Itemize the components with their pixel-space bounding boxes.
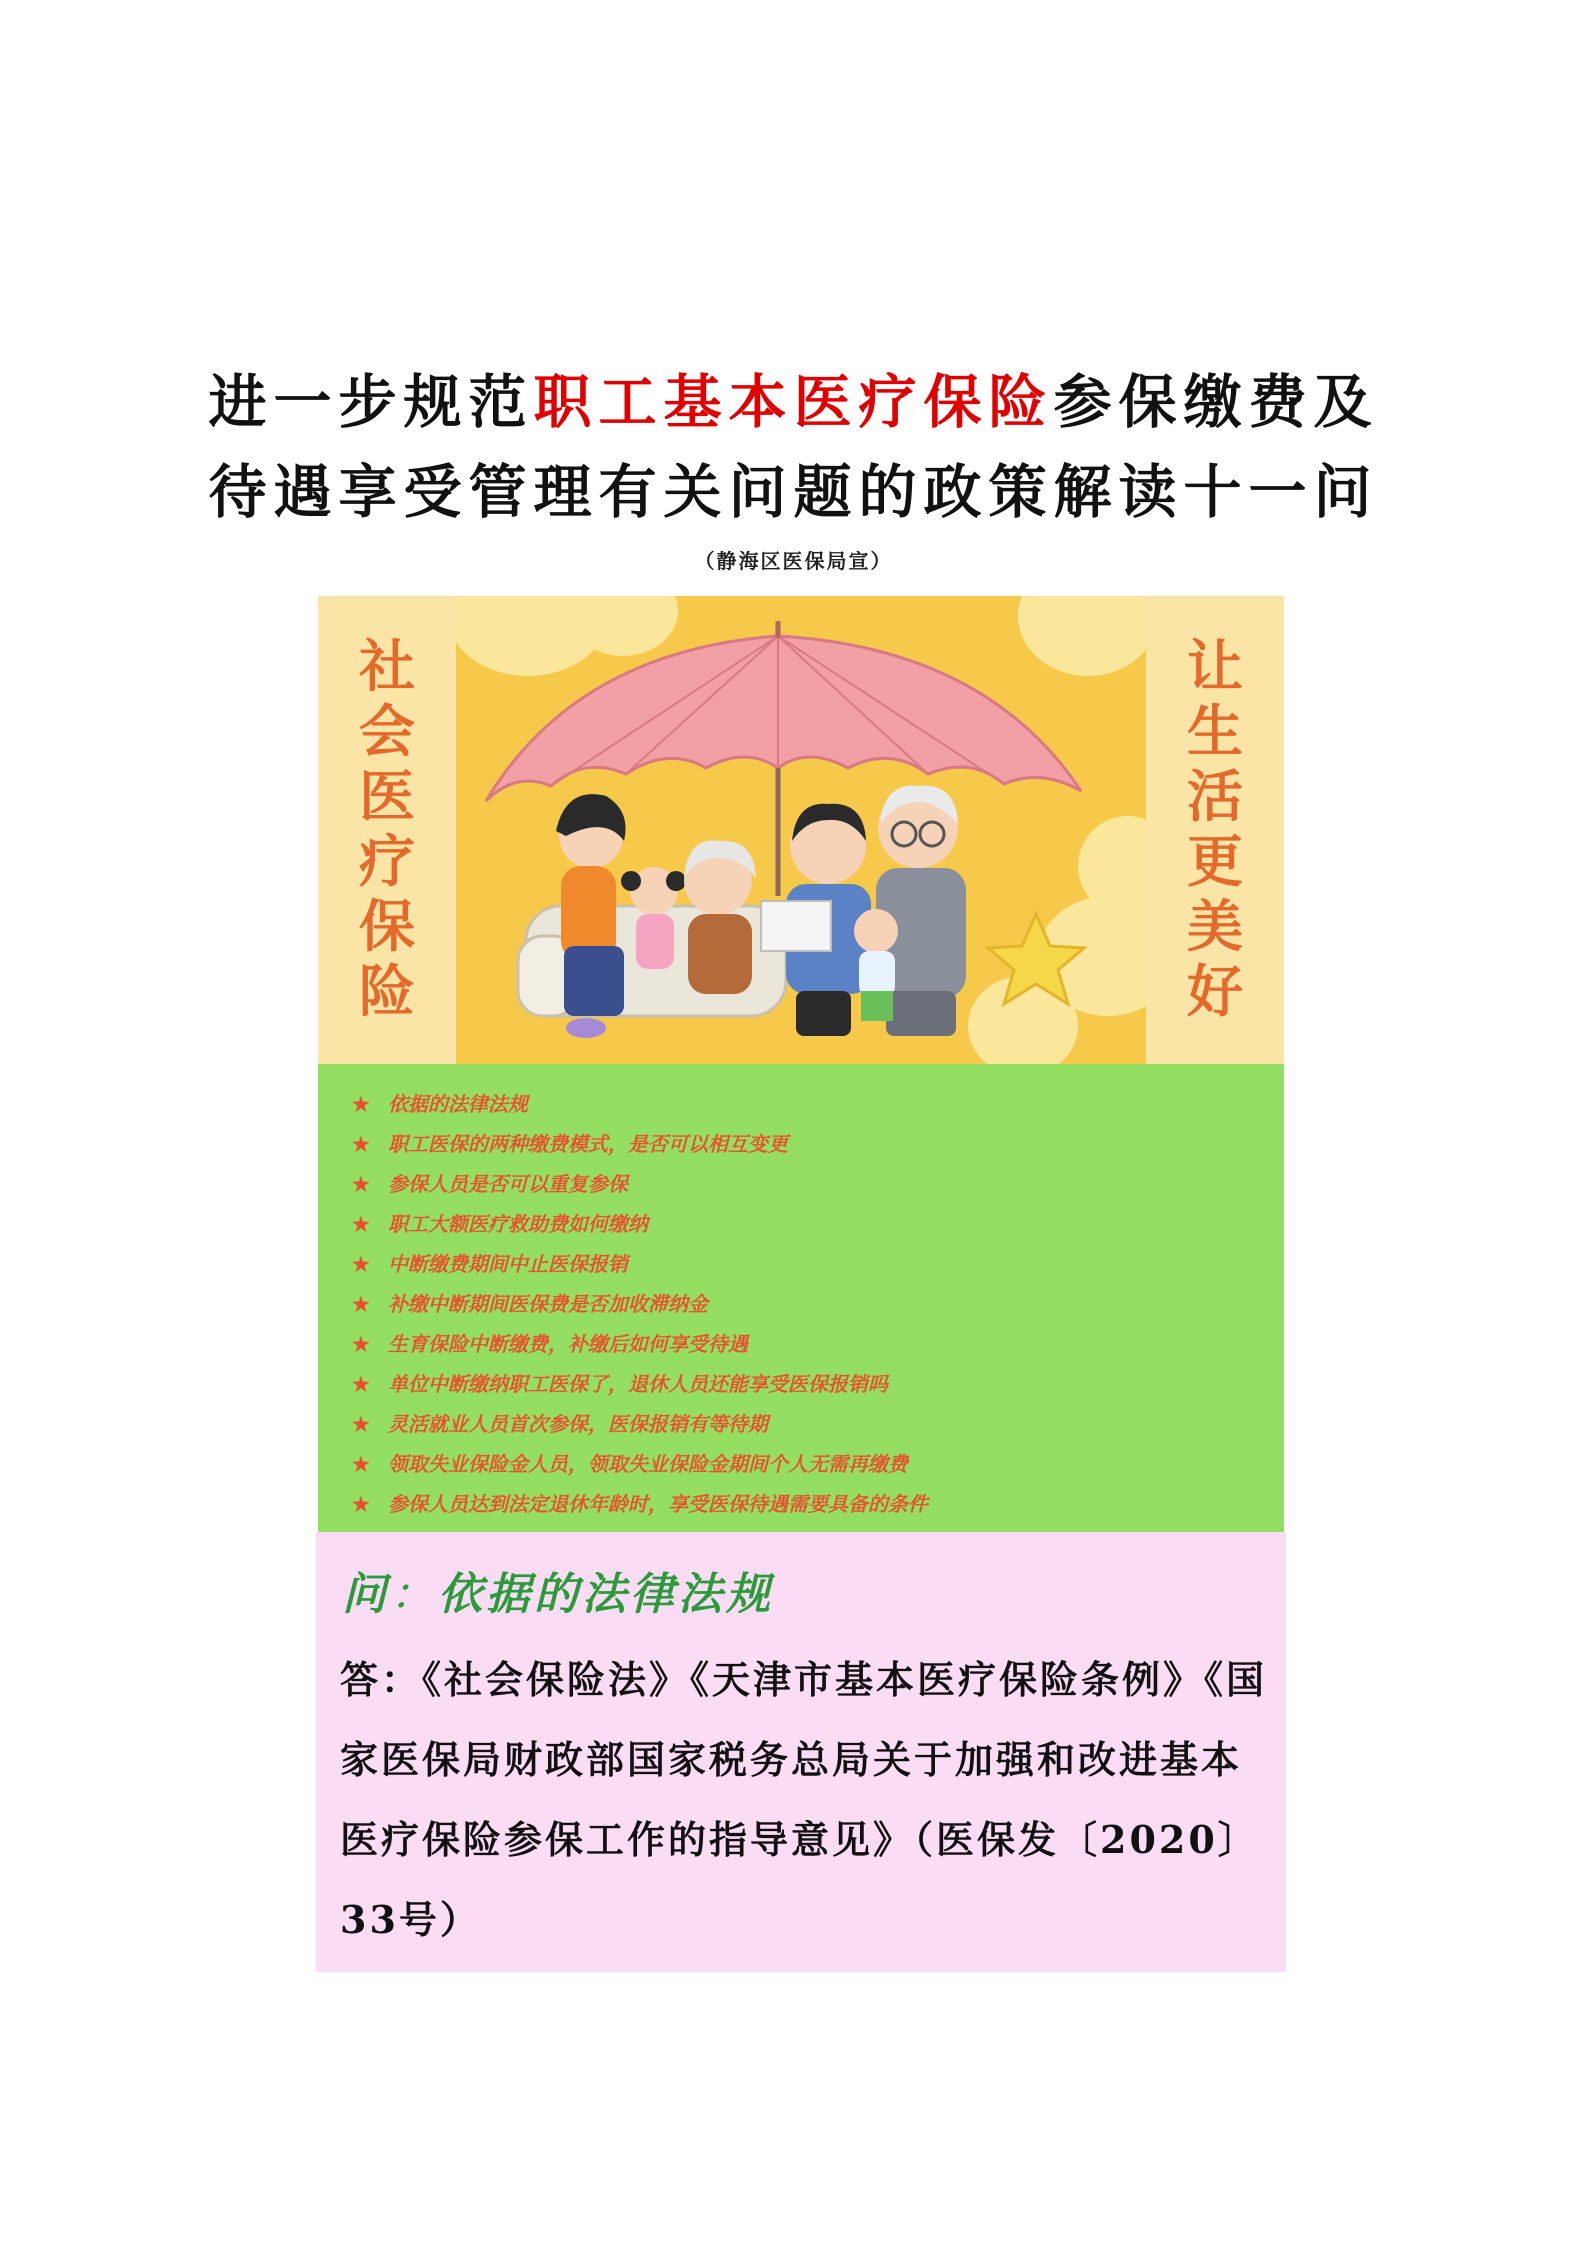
list-item-text: 补缴中断期间医保费是否加收滞纳金 (387, 1292, 708, 1316)
list-item (352, 1164, 1284, 1204)
question-list (318, 1064, 1284, 1532)
list-item-text: 参保人员达到法定退休年龄时，享受医保待遇需要具备的条件 (387, 1492, 928, 1516)
qa-section (316, 1532, 1286, 1972)
list-item-text: 依据的法律法规 (387, 1092, 528, 1116)
list-item (352, 1364, 1284, 1404)
page-title-line2: 待遇享受管理有关问题的政策解读十一问 (208, 458, 1379, 526)
banner-left-slogan: 社 会 医 疗 保 险 (318, 596, 456, 1064)
list-item (352, 1204, 1284, 1244)
star-icon: ★ (352, 1452, 370, 1476)
list-item (352, 1284, 1284, 1324)
star-icon: ★ (352, 1372, 370, 1396)
list-item-text: 灵活就业人员首次参保，医保报销有等待期 (387, 1412, 768, 1436)
list-item-text: 领取失业保险金人员，领取失业保险金期间个人无需再缴费 (387, 1452, 908, 1476)
star-icon: ★ (352, 1332, 370, 1356)
star-icon: ★ (352, 1252, 370, 1276)
answer-text: 答：《社会保险法》《天津市基本医疗保险条例》《国家医保局财政部国家税务总局关于加强和改进基本医疗保险参保工作的指导意见》（医保发〔2020〕33号） (340, 1657, 1268, 1942)
question-heading: 问：依据的法律法规 (342, 1569, 774, 1620)
title-part1: 进一步规范 (208, 368, 534, 436)
page-subtitle: （静海区医保局宣） (694, 549, 893, 573)
list-item-text: 职工大额医疗救助费如何缴纳 (387, 1212, 648, 1236)
list-item-text: 职工医保的两种缴费模式，是否可以相互变更 (387, 1132, 788, 1156)
list-item (352, 1444, 1284, 1484)
list-item (352, 1324, 1284, 1364)
star-icon: ★ (352, 1412, 370, 1436)
list-item-text: 中断缴费期间中止医保报销 (387, 1252, 628, 1276)
star-icon: ★ (352, 1212, 370, 1236)
star-icon: ★ (352, 1092, 370, 1116)
star-icon: ★ (352, 1492, 370, 1516)
list-item-text: 生育保险中断缴费，补缴后如何享受待遇 (387, 1332, 748, 1356)
star-icon: ★ (352, 1172, 370, 1196)
list-item (352, 1244, 1284, 1284)
list-item (352, 1084, 1284, 1124)
list-item-text: 单位中断缴纳职工医保了，退休人员还能享受医保报销吗 (387, 1372, 888, 1396)
star-icon: ★ (352, 1132, 370, 1156)
list-item-text: 参保人员是否可以重复参保 (387, 1172, 628, 1196)
star-icon: ★ (352, 1292, 370, 1316)
title-part2: 参保缴费及 (1053, 368, 1379, 436)
banner-right-slogan: 让 生 活 更 美 好 (1146, 596, 1284, 1064)
list-item (352, 1404, 1284, 1444)
title-highlight: 职工基本医疗保险 (533, 368, 1054, 436)
banner-illustration (318, 596, 1284, 1064)
list-item (352, 1124, 1284, 1164)
page-title-line1 (0, 355, 1587, 439)
family-umbrella-illustration (456, 596, 1146, 1064)
list-item (352, 1484, 1284, 1524)
